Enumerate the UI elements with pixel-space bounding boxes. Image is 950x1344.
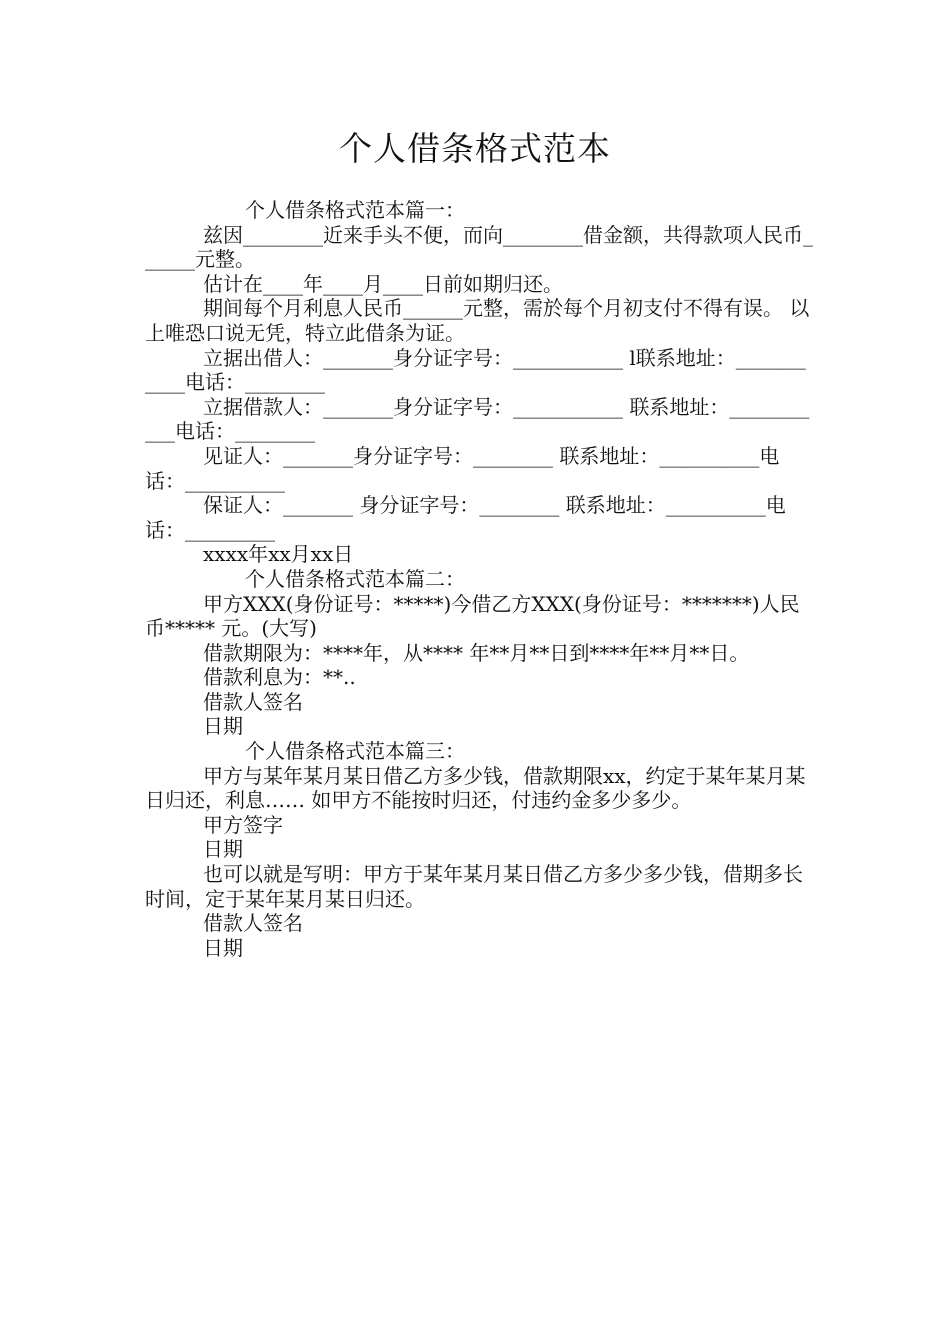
- signature-line: 借款人签名: [203, 689, 303, 714]
- paragraph: 借款利息为：**..: [203, 665, 356, 690]
- witness-line: 见证人：_______身分证字号：________ 联系地址：__________电话：__________: [145, 443, 780, 493]
- date-line: 日期: [203, 935, 243, 960]
- guarantor-line: 保证人：_______ 身分证字号：________ 联系地址：__________电话：_________: [145, 493, 786, 542]
- document-body: [145, 198, 815, 960]
- date-line: xxxx年xx月xx日: [203, 542, 354, 567]
- section-heading-2: 个人借条格式范本篇二：: [245, 566, 465, 591]
- lender-line: 立据出借人：_______身分证字号：___________ l联系地址：___________电话：________: [145, 345, 806, 395]
- paragraph: 估计在____年____月____日前如期归还。: [203, 271, 563, 296]
- paragraph: 兹因________近来手头不便，而向________借金额，共得款项人民币______元整。: [145, 222, 813, 272]
- section-heading-3: 个人借条格式范本篇三：: [245, 739, 465, 764]
- document-title: 个人借条格式范本: [339, 129, 611, 168]
- signature-line: 甲方签字: [203, 812, 283, 837]
- paragraph: 期间每个月利息人民币______元整，需於每个月初支付不得有误。 以上唯恐口说无凭，特立此借条为证。: [145, 296, 810, 345]
- paragraph: 也可以就是写明：甲方于某年某月某日借乙方多少多少钱，借期多长时间，定于某年某月某日归还。: [145, 862, 803, 911]
- paragraph: 甲方与某年某月某日借乙方多少钱，借款期限xx，约定于某年某月某日归还，利息…… 如甲方不能按时归还，付违约金多少多少。: [145, 763, 806, 813]
- section-heading-1: 个人借条格式范本篇一：: [245, 198, 465, 222]
- signature-line: 借款人签名: [203, 911, 303, 936]
- date-line: 日期: [203, 837, 243, 862]
- paragraph: 甲方XXX(身份证号：*****)今借乙方XXX(身份证号：*******)人民币***** 元。(大写): [145, 591, 800, 641]
- date-line: 日期: [203, 714, 243, 739]
- borrower-line: 立据借款人：_______身分证字号：___________ 联系地址：___________电话：________: [145, 394, 810, 444]
- paragraph: 借款期限为：****年，从**** 年**月**日到****年**月**日。: [203, 640, 750, 665]
